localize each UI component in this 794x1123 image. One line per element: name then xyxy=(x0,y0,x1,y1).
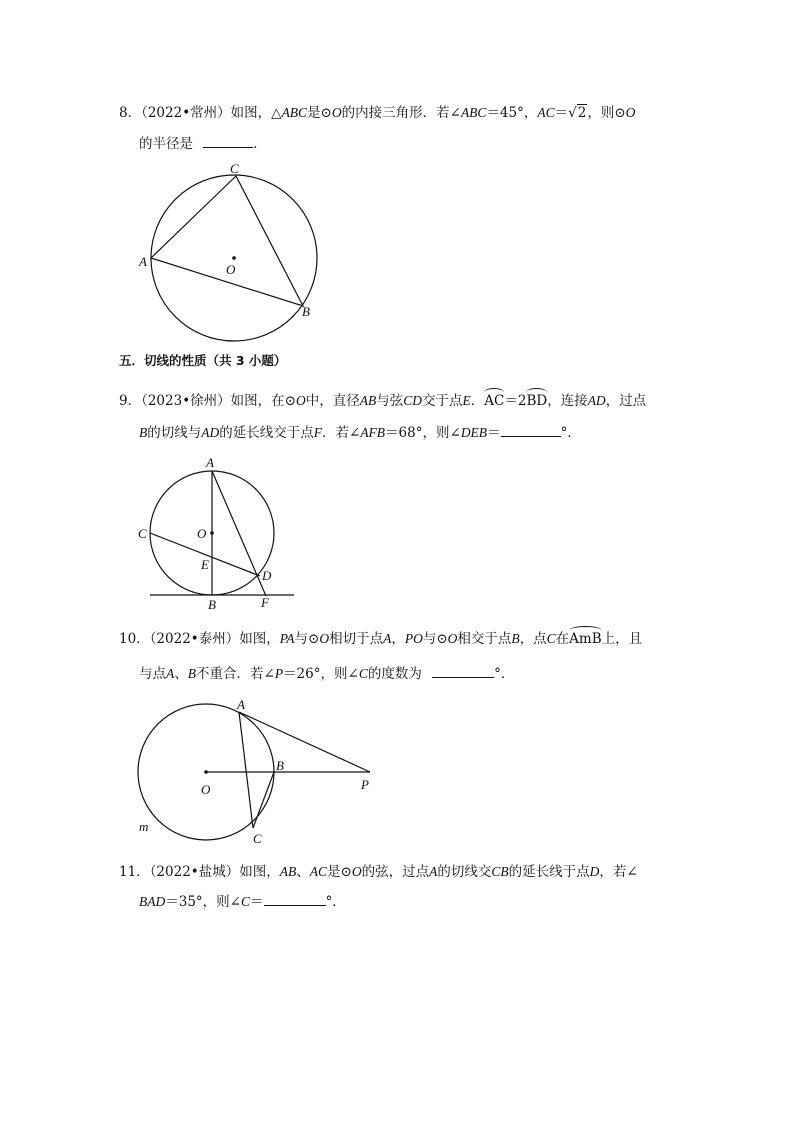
q10-var: A xyxy=(383,631,392,646)
q9-text: ，过点 xyxy=(605,393,647,409)
q10-text: 、 xyxy=(174,666,188,682)
q11-var: A xyxy=(429,864,438,879)
q11-text: 、 xyxy=(296,864,310,880)
q8-var: O xyxy=(331,105,342,120)
q11-source: （2022•盐城） xyxy=(149,864,240,880)
q10-text: °． xyxy=(494,666,515,682)
q11-line2 xyxy=(139,893,346,911)
q10-text: ， xyxy=(391,631,405,647)
q8-text: 的半径是 xyxy=(139,136,193,152)
q10-source: （2022•泰州） xyxy=(149,631,240,647)
q10-label-O: O xyxy=(201,782,211,797)
q11-number: 11． xyxy=(119,864,150,880)
q9-var: DEB xyxy=(460,425,488,440)
q11-text: 的弦，过点 xyxy=(361,864,430,880)
q9-text: ＝ xyxy=(487,425,501,441)
q9-var: AD xyxy=(201,425,220,440)
q11-text: 的切线交 xyxy=(437,864,492,880)
q10-var: O xyxy=(319,631,330,646)
q8-text: 的内接三角形．若∠ xyxy=(341,105,461,121)
q10-text: 上，且 xyxy=(601,631,643,647)
q10-var: P xyxy=(274,666,284,681)
q8-text: 如图，△ xyxy=(230,105,282,121)
q11-text: 是⊙ xyxy=(327,864,352,880)
q11-var: AB xyxy=(279,864,297,879)
q9-text: 如图，在⊙ xyxy=(230,393,296,409)
q8-source: （2022•常州） xyxy=(141,105,231,121)
q8-label-B: B xyxy=(302,304,310,319)
q10-label-B: B xyxy=(276,758,284,773)
q9-label-C: C xyxy=(138,526,147,541)
q11-var: CB xyxy=(491,864,509,879)
q8-label-C: C xyxy=(230,161,239,176)
q9-text: 中，直径 xyxy=(305,393,360,409)
q9-var: AD xyxy=(587,393,606,408)
q10-label-P: P xyxy=(361,777,369,792)
q10-text: 相切于点 xyxy=(329,631,384,647)
arc-bd: BD xyxy=(526,390,547,410)
sqrt-value: 2 xyxy=(577,105,587,121)
q8-text: ＝ xyxy=(554,105,569,121)
q9-label-A: A xyxy=(206,455,214,470)
q9-text: 与弦 xyxy=(376,393,404,409)
q10-label-C: C xyxy=(253,831,262,846)
q9-number: 9． xyxy=(119,393,142,409)
q9-var: O xyxy=(295,393,306,408)
q10-var: B xyxy=(511,631,520,646)
q11-text: ＝ xyxy=(250,894,264,910)
q11-text: °． xyxy=(325,894,346,910)
q10-text: 不重合．若∠ xyxy=(196,666,275,682)
q9-var: B xyxy=(139,425,148,440)
q11-answer-blank[interactable] xyxy=(264,893,326,906)
q9-var: AFB xyxy=(360,425,386,440)
q9-text: ． xyxy=(470,393,485,409)
q10-number: 10． xyxy=(119,631,150,647)
q11-text: 的延长线于点 xyxy=(508,864,590,880)
q11-var: D xyxy=(589,864,600,879)
q10-label-A: A xyxy=(237,697,245,712)
q9-var: F xyxy=(313,425,322,440)
q10-var: B xyxy=(187,666,196,681)
q9-text: 的延长线交于点 xyxy=(219,425,314,441)
q10-text: 的度数为 xyxy=(367,666,422,682)
q9-text: 交于点 xyxy=(422,393,463,409)
q11-text: ，若∠ xyxy=(599,864,638,880)
q10-text: 相交于点 xyxy=(457,631,512,647)
q10-var: A xyxy=(166,666,175,681)
q9-label-O: O xyxy=(197,526,207,541)
section-title-text: 五．切线的性质（共 3 小题） xyxy=(119,353,287,368)
q10-text: 与⊙ xyxy=(422,631,448,647)
q9-label-E: E xyxy=(201,557,209,572)
q9-var: CD xyxy=(403,393,422,408)
arc-amb: AmB xyxy=(569,628,601,648)
q9-var: E xyxy=(462,393,471,408)
q8-var: O xyxy=(625,105,636,120)
q10-text: 如图， xyxy=(239,631,280,647)
arc-ac: AC xyxy=(484,390,504,410)
q8-number: 8． xyxy=(119,105,142,121)
q10-text: ＝26°，则∠ xyxy=(283,666,359,682)
q10-text: ，点 xyxy=(519,631,547,647)
q11-var: BAD xyxy=(139,894,166,909)
q9-text: ＝68°，则∠ xyxy=(385,425,461,441)
q9-text: 的切线与 xyxy=(147,425,202,441)
q10-var: PA xyxy=(279,631,295,646)
q10-var: PO xyxy=(404,631,423,646)
q9-source: （2023•徐州） xyxy=(141,393,231,409)
q9-label-F: F xyxy=(261,595,269,610)
q11-text: ＝35°，则∠ xyxy=(165,894,241,910)
q8-text: ，则⊙ xyxy=(587,105,626,121)
q11-var: O xyxy=(351,864,362,879)
q9-text: ＝2 xyxy=(504,393,527,409)
q10-text: 与⊙ xyxy=(294,631,320,647)
q9-label-D: D xyxy=(262,568,272,583)
q8-var: ABC xyxy=(460,105,487,120)
q11-var: C xyxy=(241,894,251,909)
q10-label-m: m xyxy=(139,819,149,834)
q8-text: ． xyxy=(253,136,267,152)
q9-var: AB xyxy=(359,393,377,408)
q10-var: C xyxy=(358,666,368,681)
q11-var: AC xyxy=(309,864,328,879)
q8-var: ABC xyxy=(281,105,308,120)
q10-var: O xyxy=(447,631,458,646)
q10-var: C xyxy=(546,631,556,646)
q8-label-A: A xyxy=(139,254,147,269)
q9-text: ，连接 xyxy=(547,393,588,409)
q11-line1 xyxy=(119,863,638,881)
q9-label-B: B xyxy=(208,597,216,612)
q8-var: AC xyxy=(537,105,555,120)
q10-text: 在 xyxy=(555,631,570,647)
q9-text: ．若∠ xyxy=(322,425,361,441)
q9-text: °． xyxy=(560,425,581,441)
q11-text: 如图， xyxy=(239,864,280,880)
q10-text: 与点 xyxy=(139,666,166,682)
q8-label-O: O xyxy=(226,262,236,277)
q8-text: ＝45°， xyxy=(486,105,538,121)
q8-text: 是⊙ xyxy=(307,105,332,121)
sqrt-symbol: √ xyxy=(568,105,577,121)
